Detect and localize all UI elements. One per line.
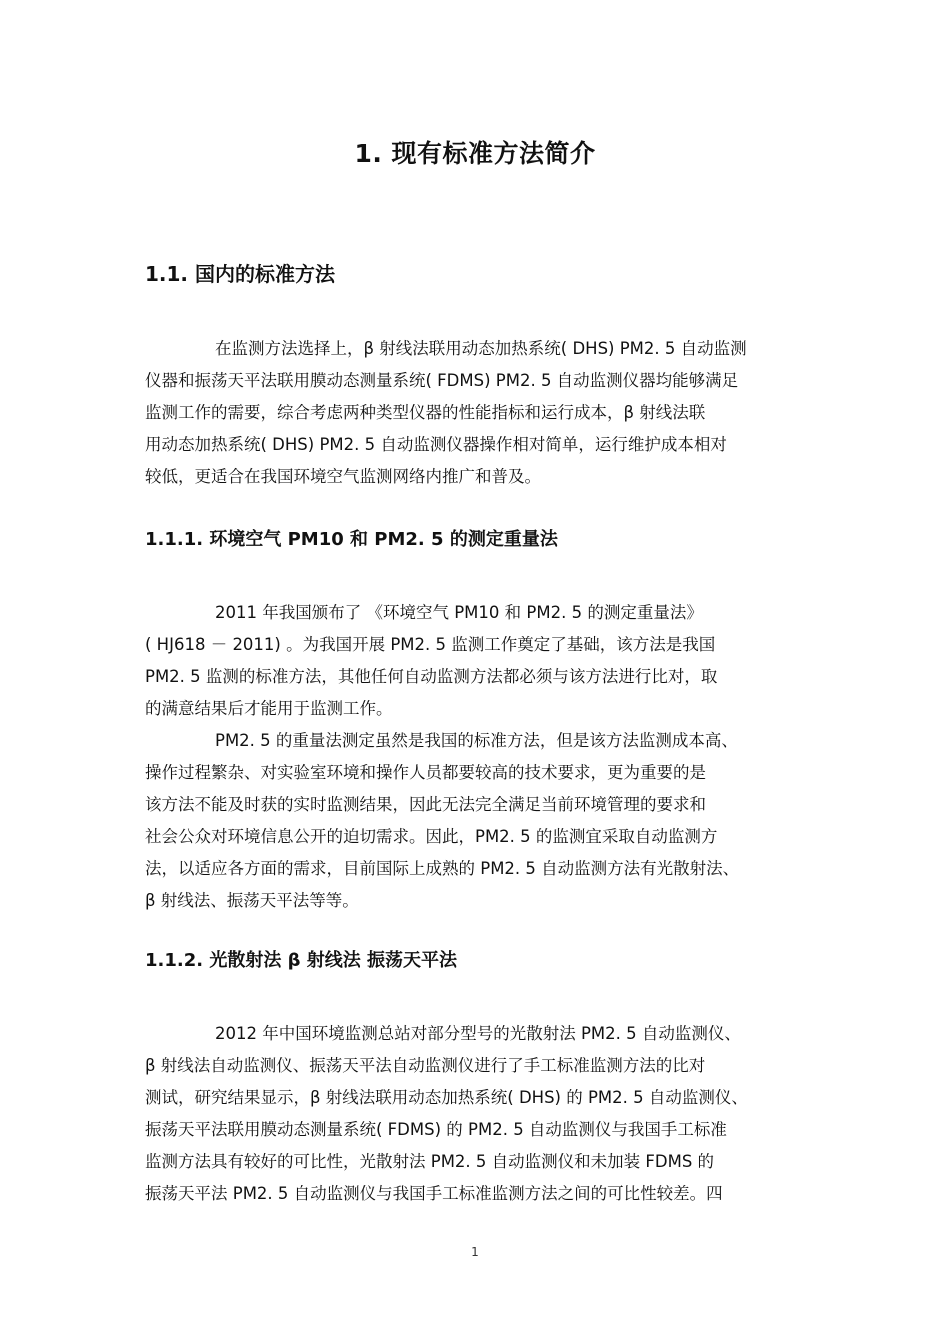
paragraph-line: 振荡天平法 PM2. 5 自动监测仪与我国手工标准监测方法之间的可比性较差。四 <box>145 1184 723 1203</box>
paragraph-line: 用动态加热系统( DHS) PM2. 5 自动监测仪器操作相对简单，运行维护成本相对 <box>145 435 727 454</box>
paragraph-line: 仪器和振荡天平法联用膜动态测量系统( FDMS) PM2. 5 自动监测仪器均能够满足 <box>145 371 739 390</box>
page-number: 1 <box>471 1245 479 1259</box>
paragraph-line: PM2. 5 监测的标准方法，其他任何自动监测方法都必须与该方法进行比对，取 <box>145 667 718 686</box>
paragraph-line: 振荡天平法联用膜动态测量系统( FDMS) 的 PM2. 5 自动监测仪与我国手工标准 <box>145 1120 727 1139</box>
paragraph-line: 监测方法具有较好的可比性，光散射法 PM2. 5 自动监测仪和未加装 FDMS 的 <box>145 1152 715 1171</box>
paragraph-line: 测试，研究结果显示，β 射线法联用动态加热系统( DHS) 的 PM2. 5 自动监测仪、 <box>145 1088 748 1107</box>
page-title: 1. 现有标准方法简介 <box>354 139 596 168</box>
paragraph-line: ( HJ618 － 2011) 。为我国开展 PM2. 5 监测工作奠定了基础，该方法是我国 <box>145 635 716 654</box>
paragraph-1-1 <box>145 333 825 493</box>
paragraph-line: β 射线法、振荡天平法等等。 <box>145 891 359 910</box>
section-heading-1-1-2: 1.1.2. 光散射法 β 射线法 振荡天平法 <box>145 950 458 971</box>
paragraph-1-1-1-b <box>145 725 825 917</box>
paragraph-line: 法，以适应各方面的需求，目前国际上成熟的 PM2. 5 自动监测方法有光散射法、 <box>145 859 740 878</box>
paragraph-line: β 射线法自动监测仪、振荡天平法自动监测仪进行了手工标准监测方法的比对 <box>145 1056 706 1075</box>
paragraph-line: 操作过程繁杂、对实验室环境和操作人员都要较高的技术要求，更为重要的是 <box>145 763 706 782</box>
paragraph-line: 该方法不能及时获的实时监测结果，因此无法完全满足当前环境管理的要求和 <box>145 795 706 814</box>
paragraph-line: 社会公众对环境信息公开的迫切需求。因此，PM2. 5 的监测宜采取自动监测方 <box>145 827 718 846</box>
section-heading-1-1-1: 1.1.1. 环境空气 PM10 和 PM2. 5 的测定重量法 <box>145 529 558 550</box>
section-heading-1-1: 1.1. 国内的标准方法 <box>145 262 335 286</box>
paragraph-line: PM2. 5 的重量法测定虽然是我国的标准方法，但是该方法监测成本高、 <box>215 731 738 750</box>
paragraph-line: 较低，更适合在我国环境空气监测网络内推广和普及。 <box>145 467 541 486</box>
paragraph-line: 监测工作的需要，综合考虑两种类型仪器的性能指标和运行成本，β 射线法联 <box>145 403 706 422</box>
paragraph-line: 在监测方法选择上，β 射线法联用动态加热系统( DHS) PM2. 5 自动监测 <box>215 339 747 358</box>
paragraph-1-1-2 <box>145 1018 825 1210</box>
paragraph-line: 2012 年中国环境监测总站对部分型号的光散射法 PM2. 5 自动监测仪、 <box>215 1024 741 1043</box>
paragraph-1-1-1-a <box>145 597 825 725</box>
paragraph-line: 的满意结果后才能用于监测工作。 <box>145 699 393 718</box>
paragraph-line: 2011 年我国颁布了 《环境空气 PM10 和 PM2. 5 的测定重量法》 <box>215 603 703 622</box>
